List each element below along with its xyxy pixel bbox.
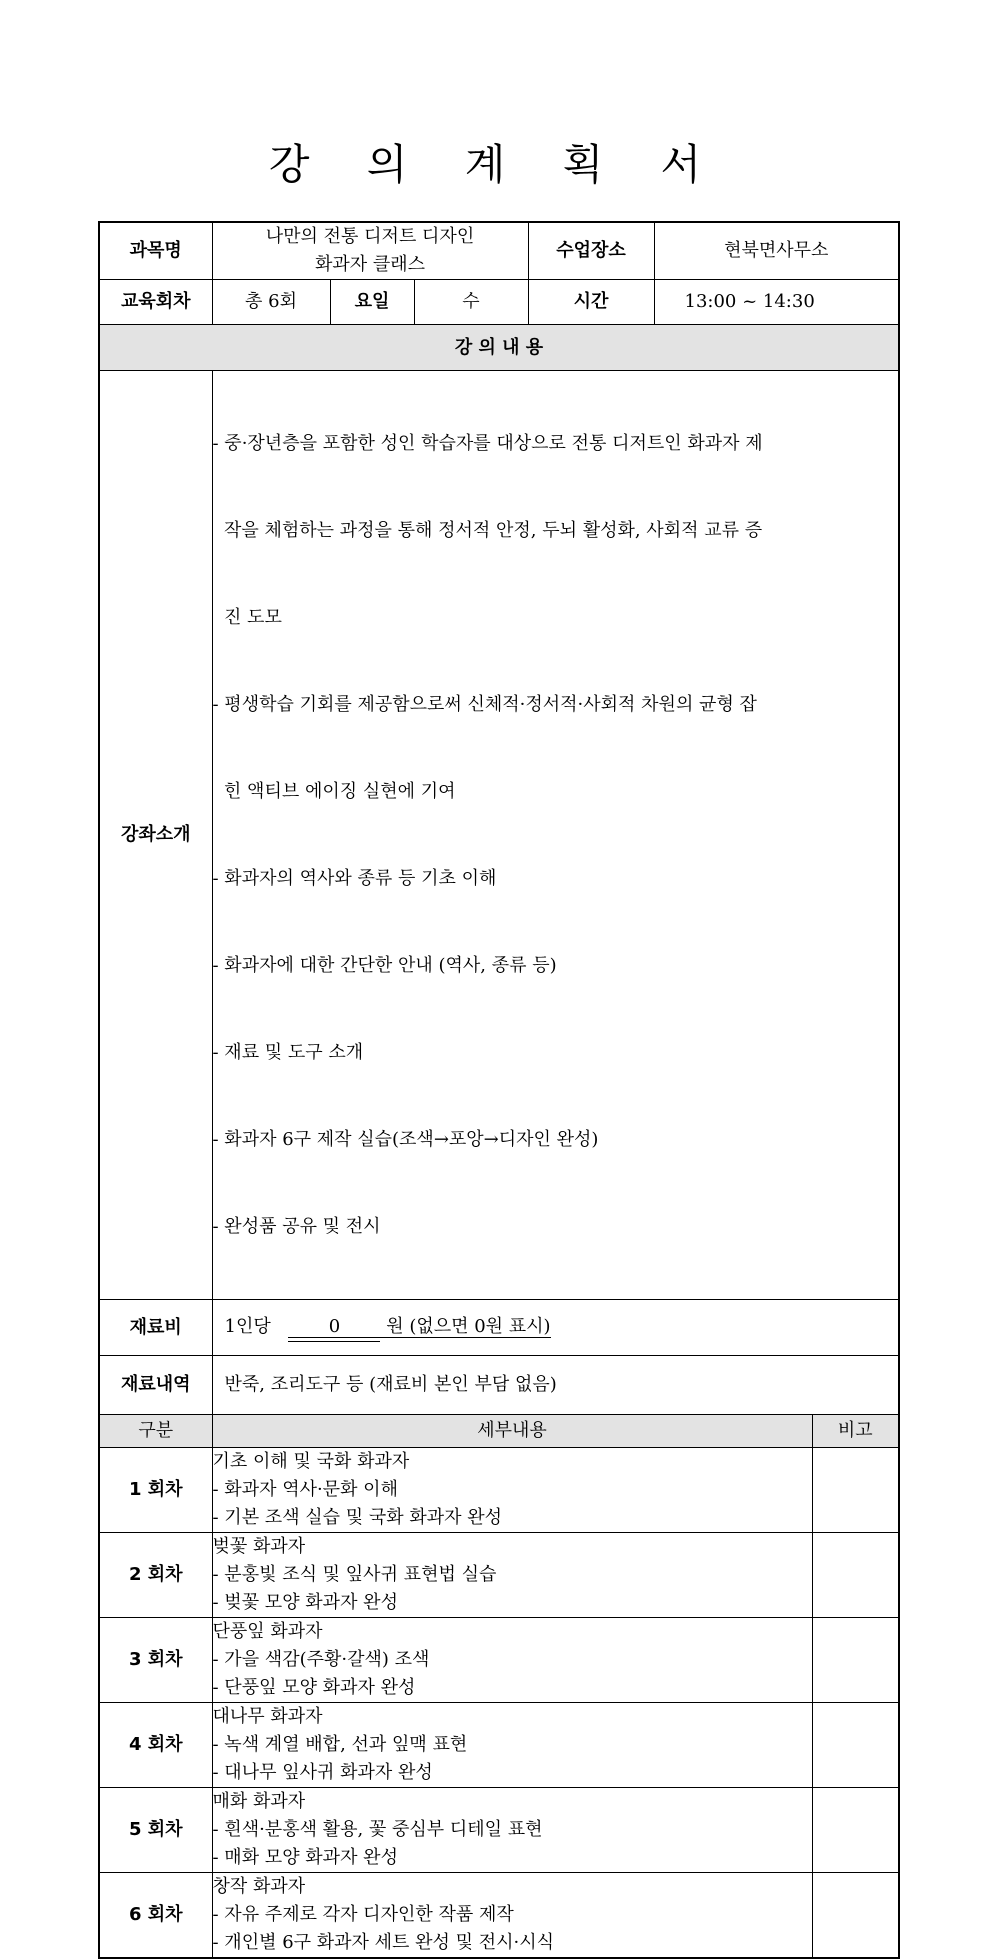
table-row — [99, 1618, 899, 1703]
session-detail — [212, 1618, 812, 1703]
session-detail-line: 단풍잎 화과자 — [212, 1621, 323, 1642]
schedule-header-detail: 세부내용 — [212, 1415, 812, 1448]
table-row — [99, 1873, 899, 1959]
session-note — [812, 1703, 899, 1788]
session-detail-line: - 개인별 6구 화과자 세트 완성 및 전시·시식 — [212, 1932, 555, 1953]
session-detail-line: - 화과자 역사·문화 이해 — [212, 1479, 398, 1500]
session-detail — [212, 1448, 812, 1533]
material-fee-prefix: 1인당 — [224, 1316, 271, 1337]
table-row — [99, 1788, 899, 1873]
intro-line: - 화과자 6구 제작 실습(조색→포앙→디자인 완성) — [212, 1129, 599, 1150]
time-value: 13:00 ~ 14:30 — [654, 280, 899, 325]
session-detail-line: 창작 화과자 — [212, 1876, 306, 1897]
session-detail-line: - 대나무 잎사귀 화과자 완성 — [212, 1762, 433, 1783]
session-note — [812, 1873, 899, 1959]
intro-line: - 화과자에 대한 간단한 안내 (역사, 종류 등) — [212, 955, 557, 976]
session-note — [812, 1788, 899, 1873]
session-label: 3 회차 — [99, 1618, 212, 1703]
intro-line: 힌 액티브 에이징 실현에 기여 — [212, 781, 456, 802]
place-value: 현북면사무소 — [654, 222, 899, 280]
schedule-header-note: 비고 — [812, 1415, 899, 1448]
session-label: 6 회차 — [99, 1873, 212, 1959]
session-label: 1 회차 — [99, 1448, 212, 1533]
session-note — [812, 1448, 899, 1533]
session-detail-line: - 흰색·분홍색 활용, 꽃 중심부 디테일 표현 — [212, 1819, 543, 1840]
content-header: 강 의 내 용 — [99, 325, 899, 371]
session-detail-line: - 녹색 계열 배합, 선과 잎맥 표현 — [212, 1734, 468, 1755]
session-note — [812, 1618, 899, 1703]
table-row — [99, 1448, 899, 1533]
material-fee-label: 재료비 — [99, 1300, 212, 1356]
material-fee-suffix: 원 (없으면 0원 표시) — [386, 1316, 551, 1337]
session-detail — [212, 1533, 812, 1618]
session-label: 4 회차 — [99, 1703, 212, 1788]
time-label: 시간 — [528, 280, 654, 325]
table-row — [99, 1533, 899, 1618]
session-detail-line: 벚꽃 화과자 — [212, 1536, 306, 1557]
session-detail-line: - 분홍빛 조식 및 잎사귀 표현법 실습 — [212, 1564, 497, 1585]
session-label: 5 회차 — [99, 1788, 212, 1873]
session-label: 2 회차 — [99, 1533, 212, 1618]
page-title: 강 의 계 획 서 — [268, 140, 724, 189]
session-detail-line: 대나무 화과자 — [212, 1706, 323, 1727]
day-value: 수 — [414, 280, 528, 325]
session-detail — [212, 1788, 812, 1873]
intro-line: 작을 체험하는 과정을 통해 정서적 안정, 두뇌 활성화, 사회적 교류 증 — [212, 520, 763, 541]
place-label: 수업장소 — [528, 222, 654, 280]
session-detail-line: - 기본 조색 실습 및 국화 화과자 완성 — [212, 1507, 503, 1528]
course-name-line2: 화과자 클래스 — [314, 254, 426, 275]
session-detail-line: - 단풍잎 모양 화과자 완성 — [212, 1677, 416, 1698]
session-detail — [212, 1873, 812, 1959]
intro-line: - 평생학습 기회를 제공함으로써 신체적·정서적·사회적 차원의 균형 잡 — [212, 694, 757, 715]
material-detail-value: 반죽, 조리도구 등 (재료비 본인 부담 없음) — [212, 1356, 899, 1415]
session-detail-line: - 자유 주제로 각자 디자인한 작품 제작 — [212, 1904, 514, 1925]
intro-line: 진 도모 — [212, 607, 282, 628]
sessions-value: 총 6회 — [212, 280, 330, 325]
session-detail — [212, 1703, 812, 1788]
session-detail-line: 기초 이해 및 국화 화과자 — [212, 1451, 410, 1472]
sessions-label: 교육회차 — [99, 280, 212, 325]
intro-content — [212, 371, 899, 1300]
session-detail-line: - 가을 색감(주황·갈색) 조색 — [212, 1649, 430, 1670]
material-fee-amount: 0 — [288, 1313, 380, 1342]
table-row — [99, 1703, 899, 1788]
intro-label: 강좌소개 — [99, 371, 212, 1300]
course-name-line1: 나만의 전통 디저트 디자인 — [265, 226, 475, 247]
day-label: 요일 — [330, 280, 414, 325]
material-detail-label: 재료내역 — [99, 1356, 212, 1415]
session-detail-line: - 매화 모양 화과자 완성 — [212, 1847, 398, 1868]
intro-line: - 재료 및 도구 소개 — [212, 1042, 364, 1063]
session-note — [812, 1533, 899, 1618]
course-label: 과목명 — [99, 222, 212, 280]
schedule-header-division: 구분 — [99, 1415, 212, 1448]
intro-line: - 중·장년층을 포함한 성인 학습자를 대상으로 전통 디저트인 화과자 제 — [212, 433, 763, 454]
intro-line: - 화과자의 역사와 종류 등 기초 이해 — [212, 868, 497, 889]
course-name — [212, 222, 528, 280]
session-detail-line: - 벚꽃 모양 화과자 완성 — [212, 1592, 398, 1613]
lecture-plan-table — [98, 221, 900, 1959]
intro-line: - 완성품 공유 및 전시 — [212, 1216, 381, 1237]
material-fee-value — [212, 1300, 899, 1356]
session-detail-line: 매화 화과자 — [212, 1791, 306, 1812]
